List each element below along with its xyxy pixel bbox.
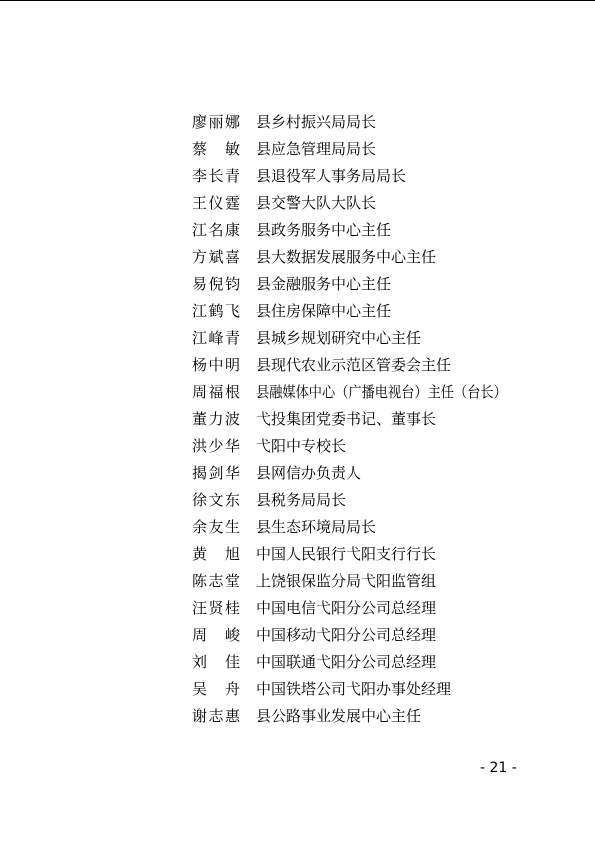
member-name: 方斌喜 [192,248,240,266]
list-item [192,676,541,703]
list-item [192,352,541,379]
member-name: 江名康 [192,221,240,239]
list-item [192,595,541,622]
list-item [192,703,541,730]
member-name: 谢志惠 [192,707,240,725]
member-title: 弋投集团党委书记、董事长 [256,410,437,428]
list-item [192,325,541,352]
list-item [192,433,541,460]
member-name: 陈志堂 [192,572,240,590]
list-item [192,190,541,217]
member-name: 蔡 敏 [192,140,240,158]
member-name: 杨中明 [192,356,240,374]
top-border-line [0,0,595,1]
list-item [192,649,541,676]
list-item [192,217,541,244]
member-title: 县大数据发展服务中心主任 [256,248,437,266]
member-name: 江鹤飞 [192,302,240,320]
member-title: 县融媒体中心（广播电视台）主任（台长） [256,383,507,401]
member-title-wrapper [256,379,541,406]
member-title: 县住房保障中心主任 [256,302,392,320]
member-name: 周 峻 [192,626,240,644]
member-name: 徐文东 [192,491,240,509]
member-name: 李长青 [192,167,240,185]
list-item [192,541,541,568]
member-title: 县政务服务中心主任 [256,221,392,239]
member-title: 上饶银保监分局弋阳监管组 [256,572,437,590]
member-name: 廖丽娜 [192,113,240,131]
list-item [192,568,541,595]
member-title: 中国联通弋阳分公司总经理 [256,653,437,671]
member-name: 黄 旭 [192,545,240,563]
list-item [192,487,541,514]
member-title: 县城乡规划研究中心主任 [256,329,422,347]
member-name: 周福根 [192,383,240,401]
list-item [192,460,541,487]
list-item [192,298,541,325]
member-title: 县公路事业发展中心主任 [256,707,422,725]
member-name: 易倪钧 [192,275,240,293]
member-name: 余友生 [192,518,240,536]
member-name: 董力波 [192,410,240,428]
member-title: 中国人民银行弋阳支行行长 [256,545,437,563]
member-list [192,109,541,730]
member-title: 县现代农业示范区管委会主任 [256,356,452,374]
member-title: 县税务局局长 [256,491,347,509]
list-item [192,244,541,271]
list-item [192,406,541,433]
member-title: 县交警大队大队长 [256,194,377,212]
list-item [192,109,541,136]
member-name: 王仪霆 [192,194,240,212]
list-item [192,514,541,541]
list-item [192,622,541,649]
member-name: 洪少华 [192,437,240,455]
member-title: 中国移动弋阳分公司总经理 [256,626,437,644]
member-name: 汪贤桂 [192,599,240,617]
member-title: 弋阳中专校长 [256,437,347,455]
member-name: 揭剑华 [192,464,240,482]
member-title: 县生态环境局局长 [256,518,377,536]
member-title: 中国铁塔公司弋阳办事处经理 [256,680,452,698]
member-name: 吴 舟 [192,680,240,698]
list-item [192,163,541,190]
member-title: 县网信办负责人 [256,464,362,482]
list-item [192,379,541,406]
page-number: - 21 - [480,760,517,776]
member-name: 刘 佳 [192,653,240,671]
member-title: 县金融服务中心主任 [256,275,392,293]
member-name: 江峰青 [192,329,240,347]
member-title: 县乡村振兴局局长 [256,113,377,131]
member-title: 中国电信弋阳分公司总经理 [256,599,437,617]
list-item [192,136,541,163]
member-title: 县应急管理局局长 [256,140,377,158]
list-item [192,271,541,298]
member-title: 县退役军人事务局局长 [256,167,407,185]
